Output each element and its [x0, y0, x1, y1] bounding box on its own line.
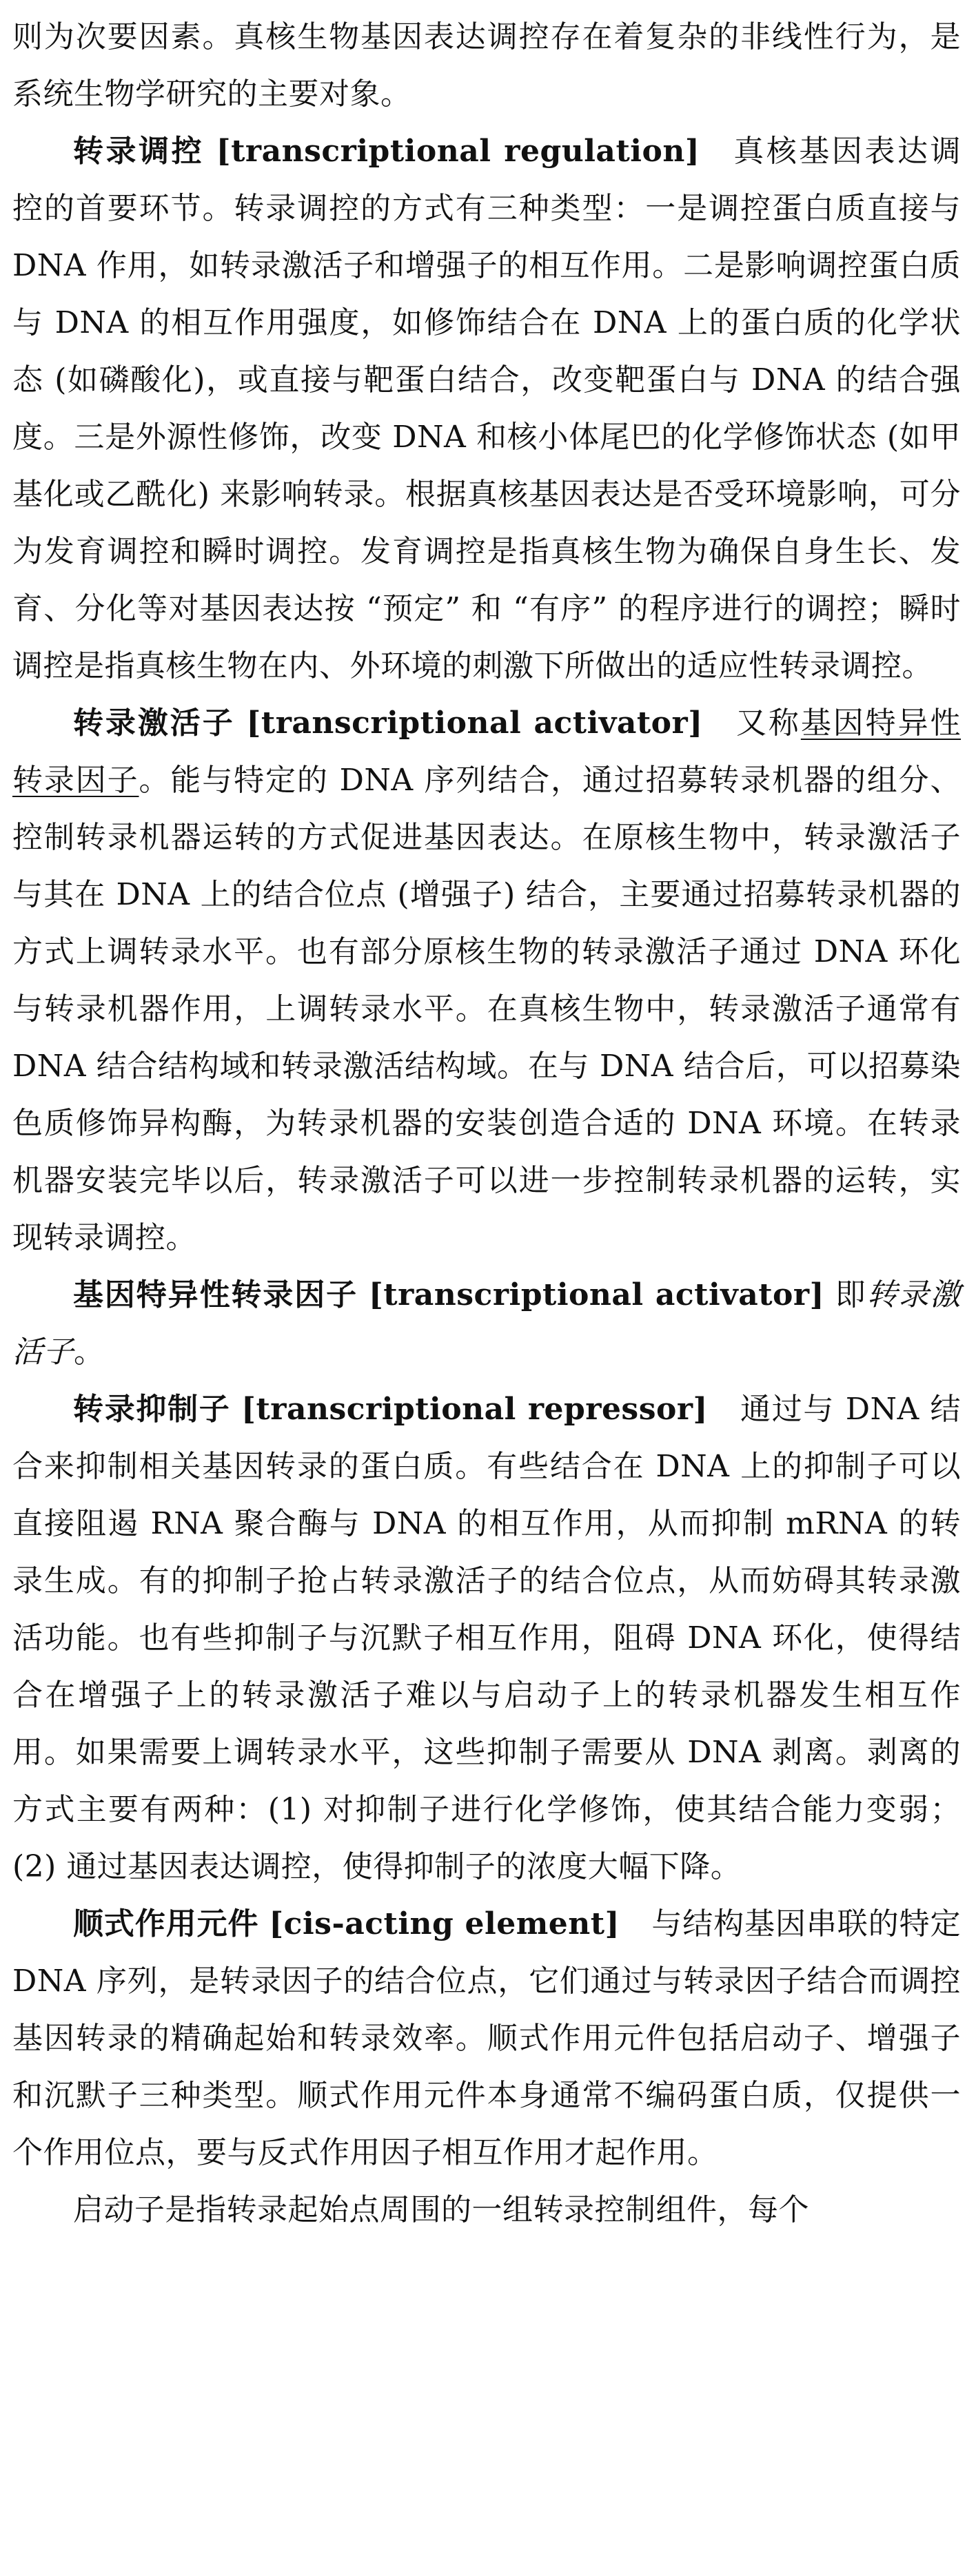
entry-english: [transcriptional regulation]	[216, 134, 700, 169]
entry-gene-specific-tf	[12, 1266, 961, 1381]
entry-cis-acting-element	[12, 1895, 961, 2181]
entry-term: 顺式作用元件	[73, 1906, 259, 1941]
entry-transcriptional-repressor	[12, 1381, 961, 1895]
entry-definition-prefix: 又称	[734, 705, 801, 741]
see-reference[interactable]: 转录激活子	[12, 1277, 961, 1370]
entry-term: 转录抑制子	[73, 1392, 231, 1427]
entry-english: [transcriptional activator]	[368, 1277, 824, 1312]
entry-definition: 通过与 DNA 结合来抑制相关基因转录的蛋白质。有些结合在 DNA 上的抑制子可以直接阻遏 RNA 聚合酶与 DNA 的相互作用，从而抑制 mRNA 的转录生成。有的抑制子抢占转录激活子的结合位点，从而妨碍其转录激活功能。也有些抑制子与沉默子相互作用，阻碍 DNA 环化，使得结合在增强子上的转录激活子难以与启动子上的转录机器发生相互作用。如果需要上调转录水平，这些抑制子需要从 DNA 剥离。剥离的方式主要有两种：(1) 对抑制子进行化学修饰，使其结合能力变弱；(2) 通过基因表达调控，使得抑制子的浓度大幅下降。	[12, 1392, 961, 1884]
entry-english: [transcriptional activator]	[246, 705, 703, 741]
entry-english: [transcriptional repressor]	[241, 1392, 708, 1427]
entry-english: [cis-acting element]	[269, 1906, 620, 1941]
continuation-paragraph	[12, 2181, 961, 2238]
entry-definition: 真核基因表达调控的首要环节。转录调控的方式有三种类型：一是调控蛋白质直接与 DNA 作用，如转录激活子和增强子的相互作用。二是影响调控蛋白质与 DNA 的相互作用强度，如修饰结合在 DNA 上的蛋白质的化学状态 (如磷酸化)，或直接与靶蛋白结合，改变靶蛋白与 DNA 的结合强度。三是外源性修饰，改变 DNA 和核小体尾巴的化学修饰状态 (如甲基化或乙酰化) 来影响转录。根据真核基因表达是否受环境影响，可分为发育调控和瞬时调控。发育调控是指真核生物为确保自身生长、发育、分化等对基因表达按 “预定” 和 “有序” 的程序进行的调控；瞬时调控是指真核生物在内、外环境的刺激下所做出的适应性转录调控。	[12, 134, 962, 683]
entry-definition-prefix: 即	[835, 1277, 867, 1312]
entry-transcriptional-activator	[12, 694, 961, 1266]
entry-definition: 。能与特定的 DNA 序列结合，通过招募转录机器的组分、控制转录机器运转的方式促进基因表达。在原核生物中，转录激活子与其在 DNA 上的结合位点 (增强子) 结合，主要通过招募转录机器的方式上调转录水平。也有部分原核生物的转录激活子通过 DNA 环化与转录机器作用，上调转录水平。在真核生物中，转录激活子通常有 DNA 结合结构域和转录激活结构域。在与 DNA 结合后，可以招募染色质修饰异构酶，为转录机器的安装创造合适的 DNA 环境。在转录机器安装完毕以后，转录激活子可以进一步控制转录机器的运转，实现转录调控。	[12, 763, 961, 1255]
entry-term: 转录激活子	[73, 705, 235, 741]
entry-term: 转录调控	[73, 134, 205, 169]
synonym-link[interactable]: 基因特异性转录因子	[12, 705, 962, 798]
entry-term: 基因特异性转录因子	[73, 1277, 358, 1312]
entry-definition-suffix: 。	[74, 1335, 105, 1370]
entry-transcriptional-regulation	[12, 123, 961, 694]
continuation-text: 启动子是指转录起始点周围的一组转录控制组件，每个	[73, 2192, 809, 2227]
intro-paragraph	[12, 8, 961, 123]
intro-text: 则为次要因素。真核生物基因表达调控存在着复杂的非线性行为，是系统生物学研究的主要对象。	[12, 19, 961, 112]
entry-definition: 与结构基因串联的特定 DNA 序列，是转录因子的结合位点，它们通过与转录因子结合而调控基因转录的精确起始和转录效率。顺式作用元件包括启动子、增强子和沉默子三种类型。顺式作用元件本身通常不编码蛋白质，仅提供一个作用位点，要与反式作用因子相互作用才起作用。	[12, 1906, 962, 2170]
